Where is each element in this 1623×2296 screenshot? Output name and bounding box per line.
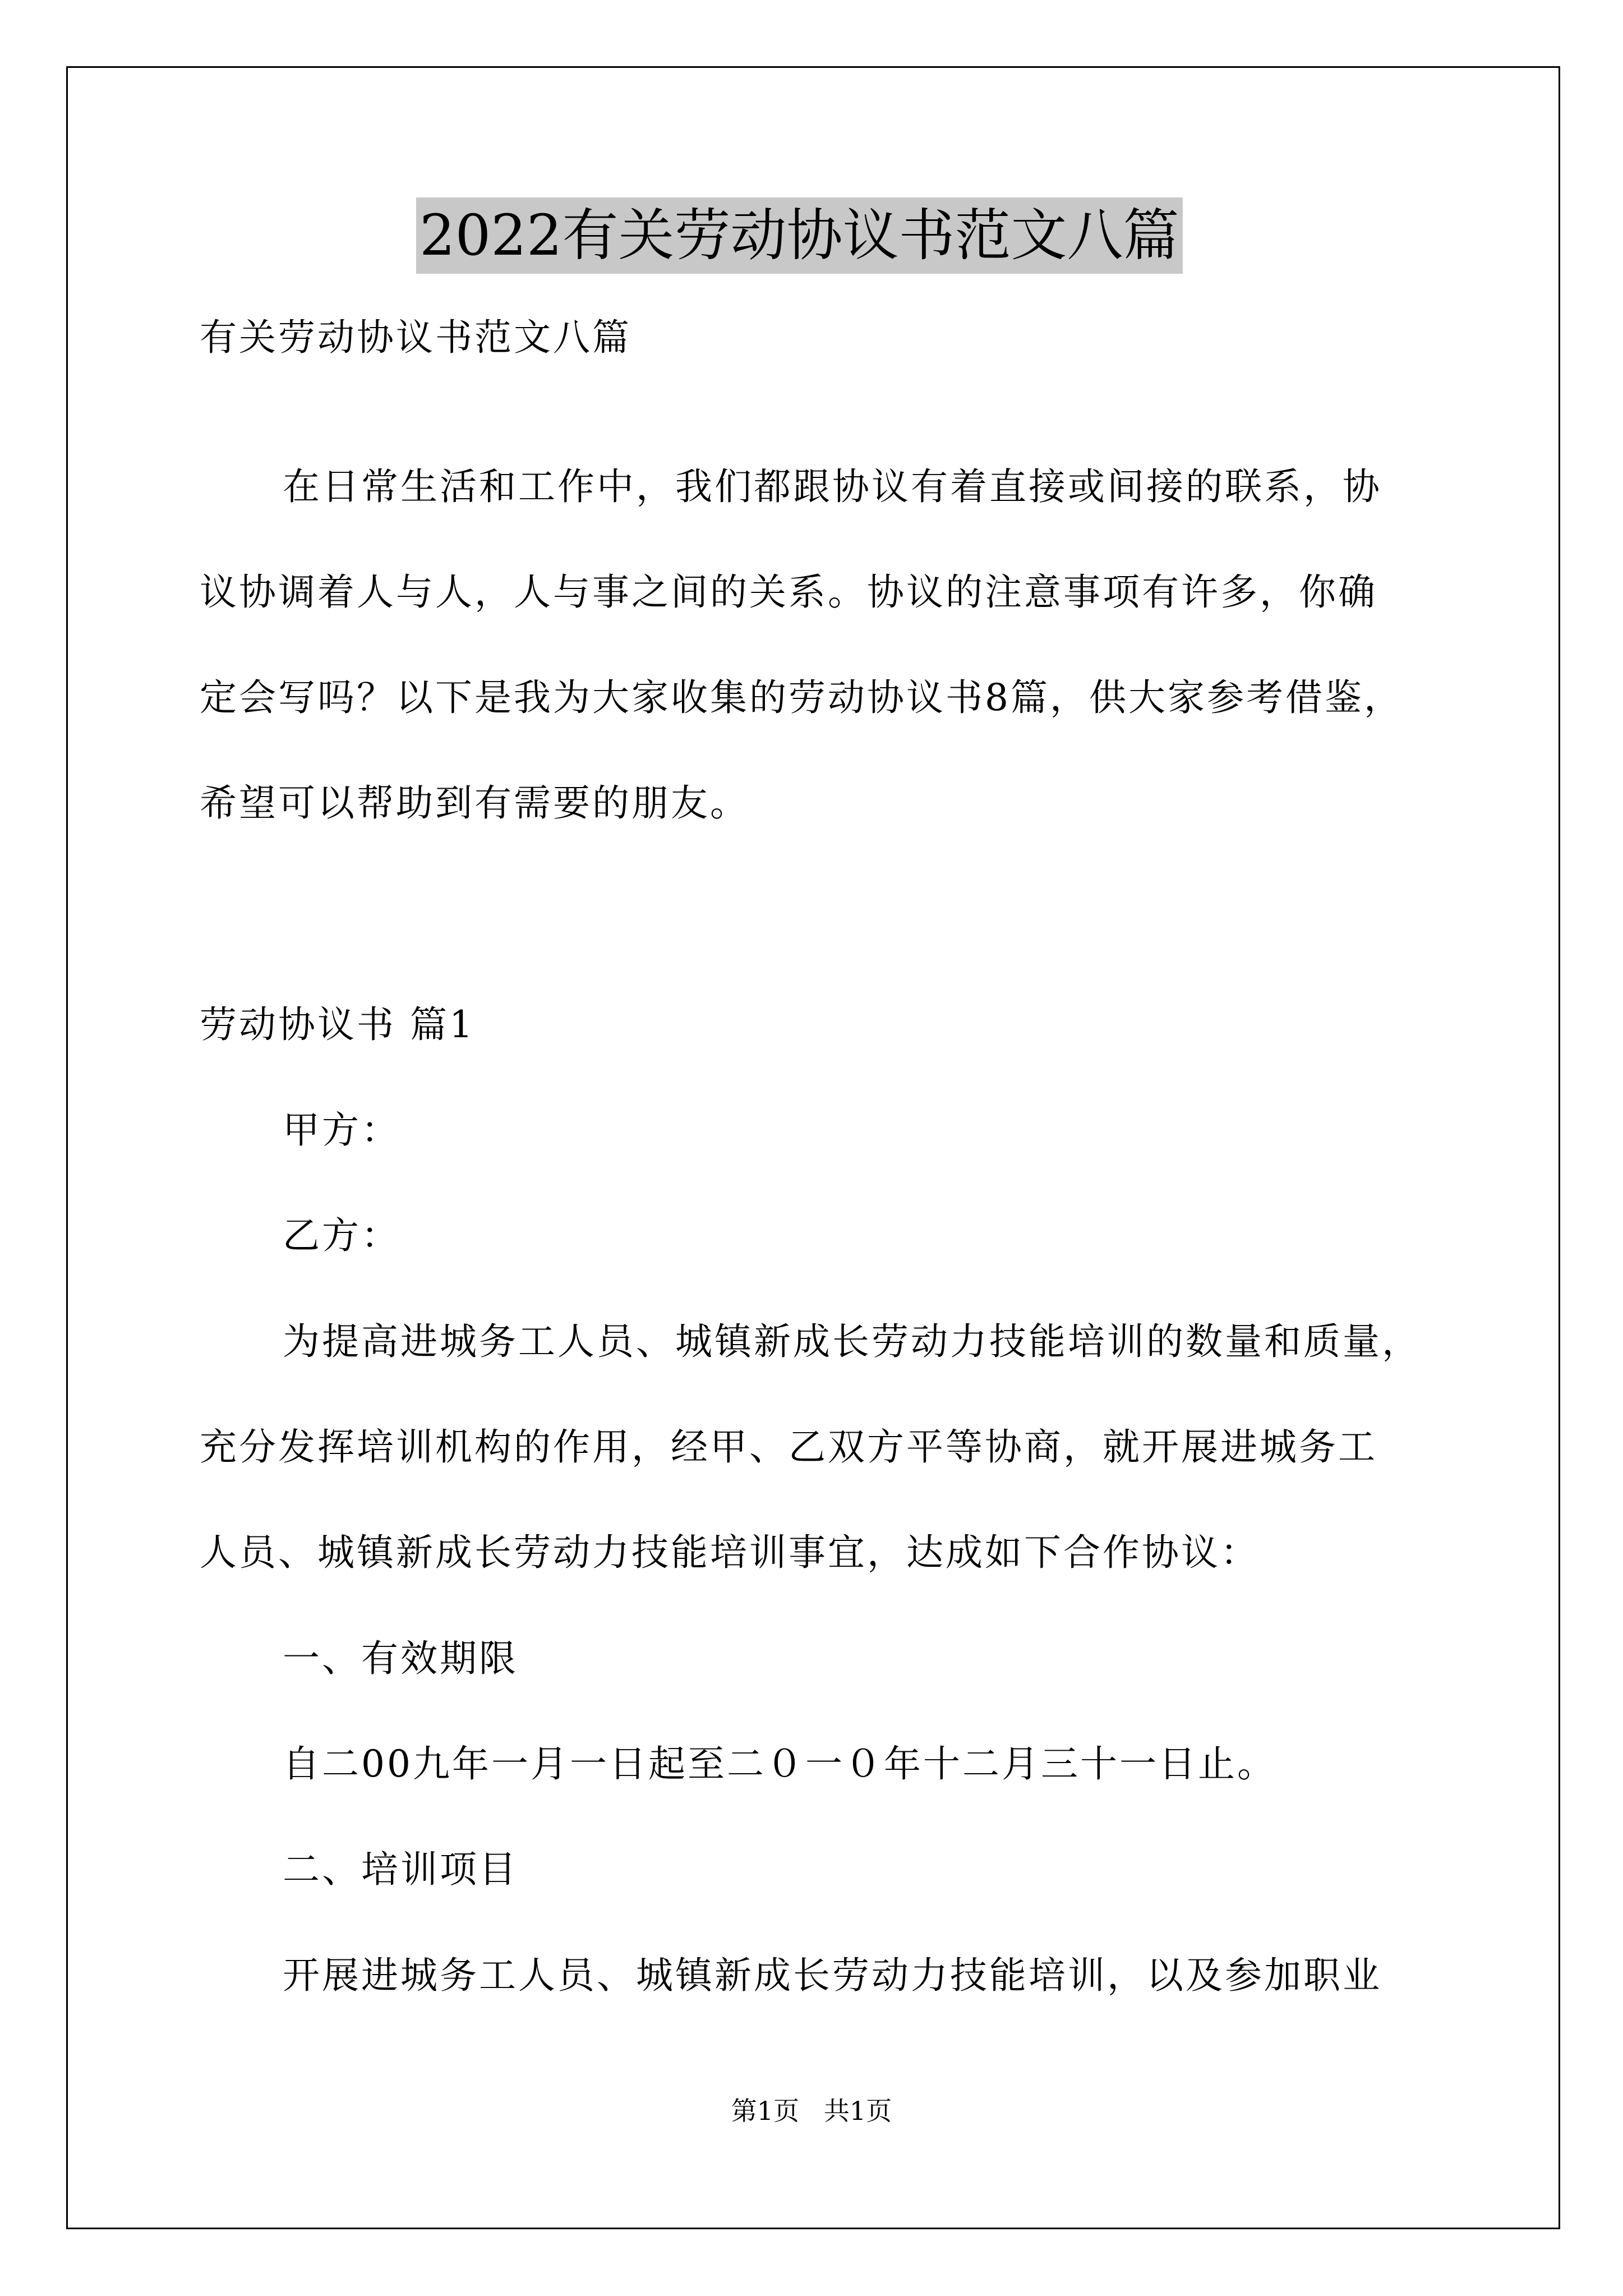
document-title: 2022有关劳动协议书范文八篇 [416, 197, 1183, 274]
page-number-footer: 第1页 共1页 [731, 2096, 892, 2126]
paragraph-line: 充分发挥培训机构的作用，经甲、乙双方平等协商，就开展进城务工 [200, 1425, 1377, 1469]
paragraph-line: 人员、城镇新成长劳动力技能培训事宜，达成如下合作协议： [200, 1531, 1260, 1574]
paragraph-line: 希望可以帮助到有需要的朋友。 [200, 781, 749, 825]
party-b-label: 乙方： [283, 1214, 400, 1257]
subtitle-line: 有关劳动协议书范文八篇 [200, 316, 631, 359]
section-heading: 劳动协议书 篇1 [200, 1003, 475, 1046]
paragraph-line: 开展进城务工人员、城镇新成长劳动力技能培训，以及参加职业 [283, 1954, 1382, 1997]
paragraph-line: 自二00九年一月一日起至二０一０年十二月三十一日止。 [283, 1742, 1276, 1786]
clause-heading: 一、有效期限 [283, 1637, 518, 1680]
clause-heading: 二、培训项目 [283, 1848, 518, 1891]
paragraph-line: 定会写吗？以下是我为大家收集的劳动协议书8篇，供大家参考借鉴， [200, 676, 1403, 719]
paragraph-line: 为提高进城务工人员、城镇新成长劳动力技能培训的数量和质量， [283, 1320, 1421, 1363]
paragraph-line: 在日常生活和工作中，我们都跟协议有着直接或间接的联系，协 [283, 465, 1382, 508]
paragraph-line: 议协调着人与人，人与事之间的关系。协议的注意事项有许多，你确 [200, 570, 1377, 614]
party-a-label: 甲方： [283, 1108, 400, 1152]
